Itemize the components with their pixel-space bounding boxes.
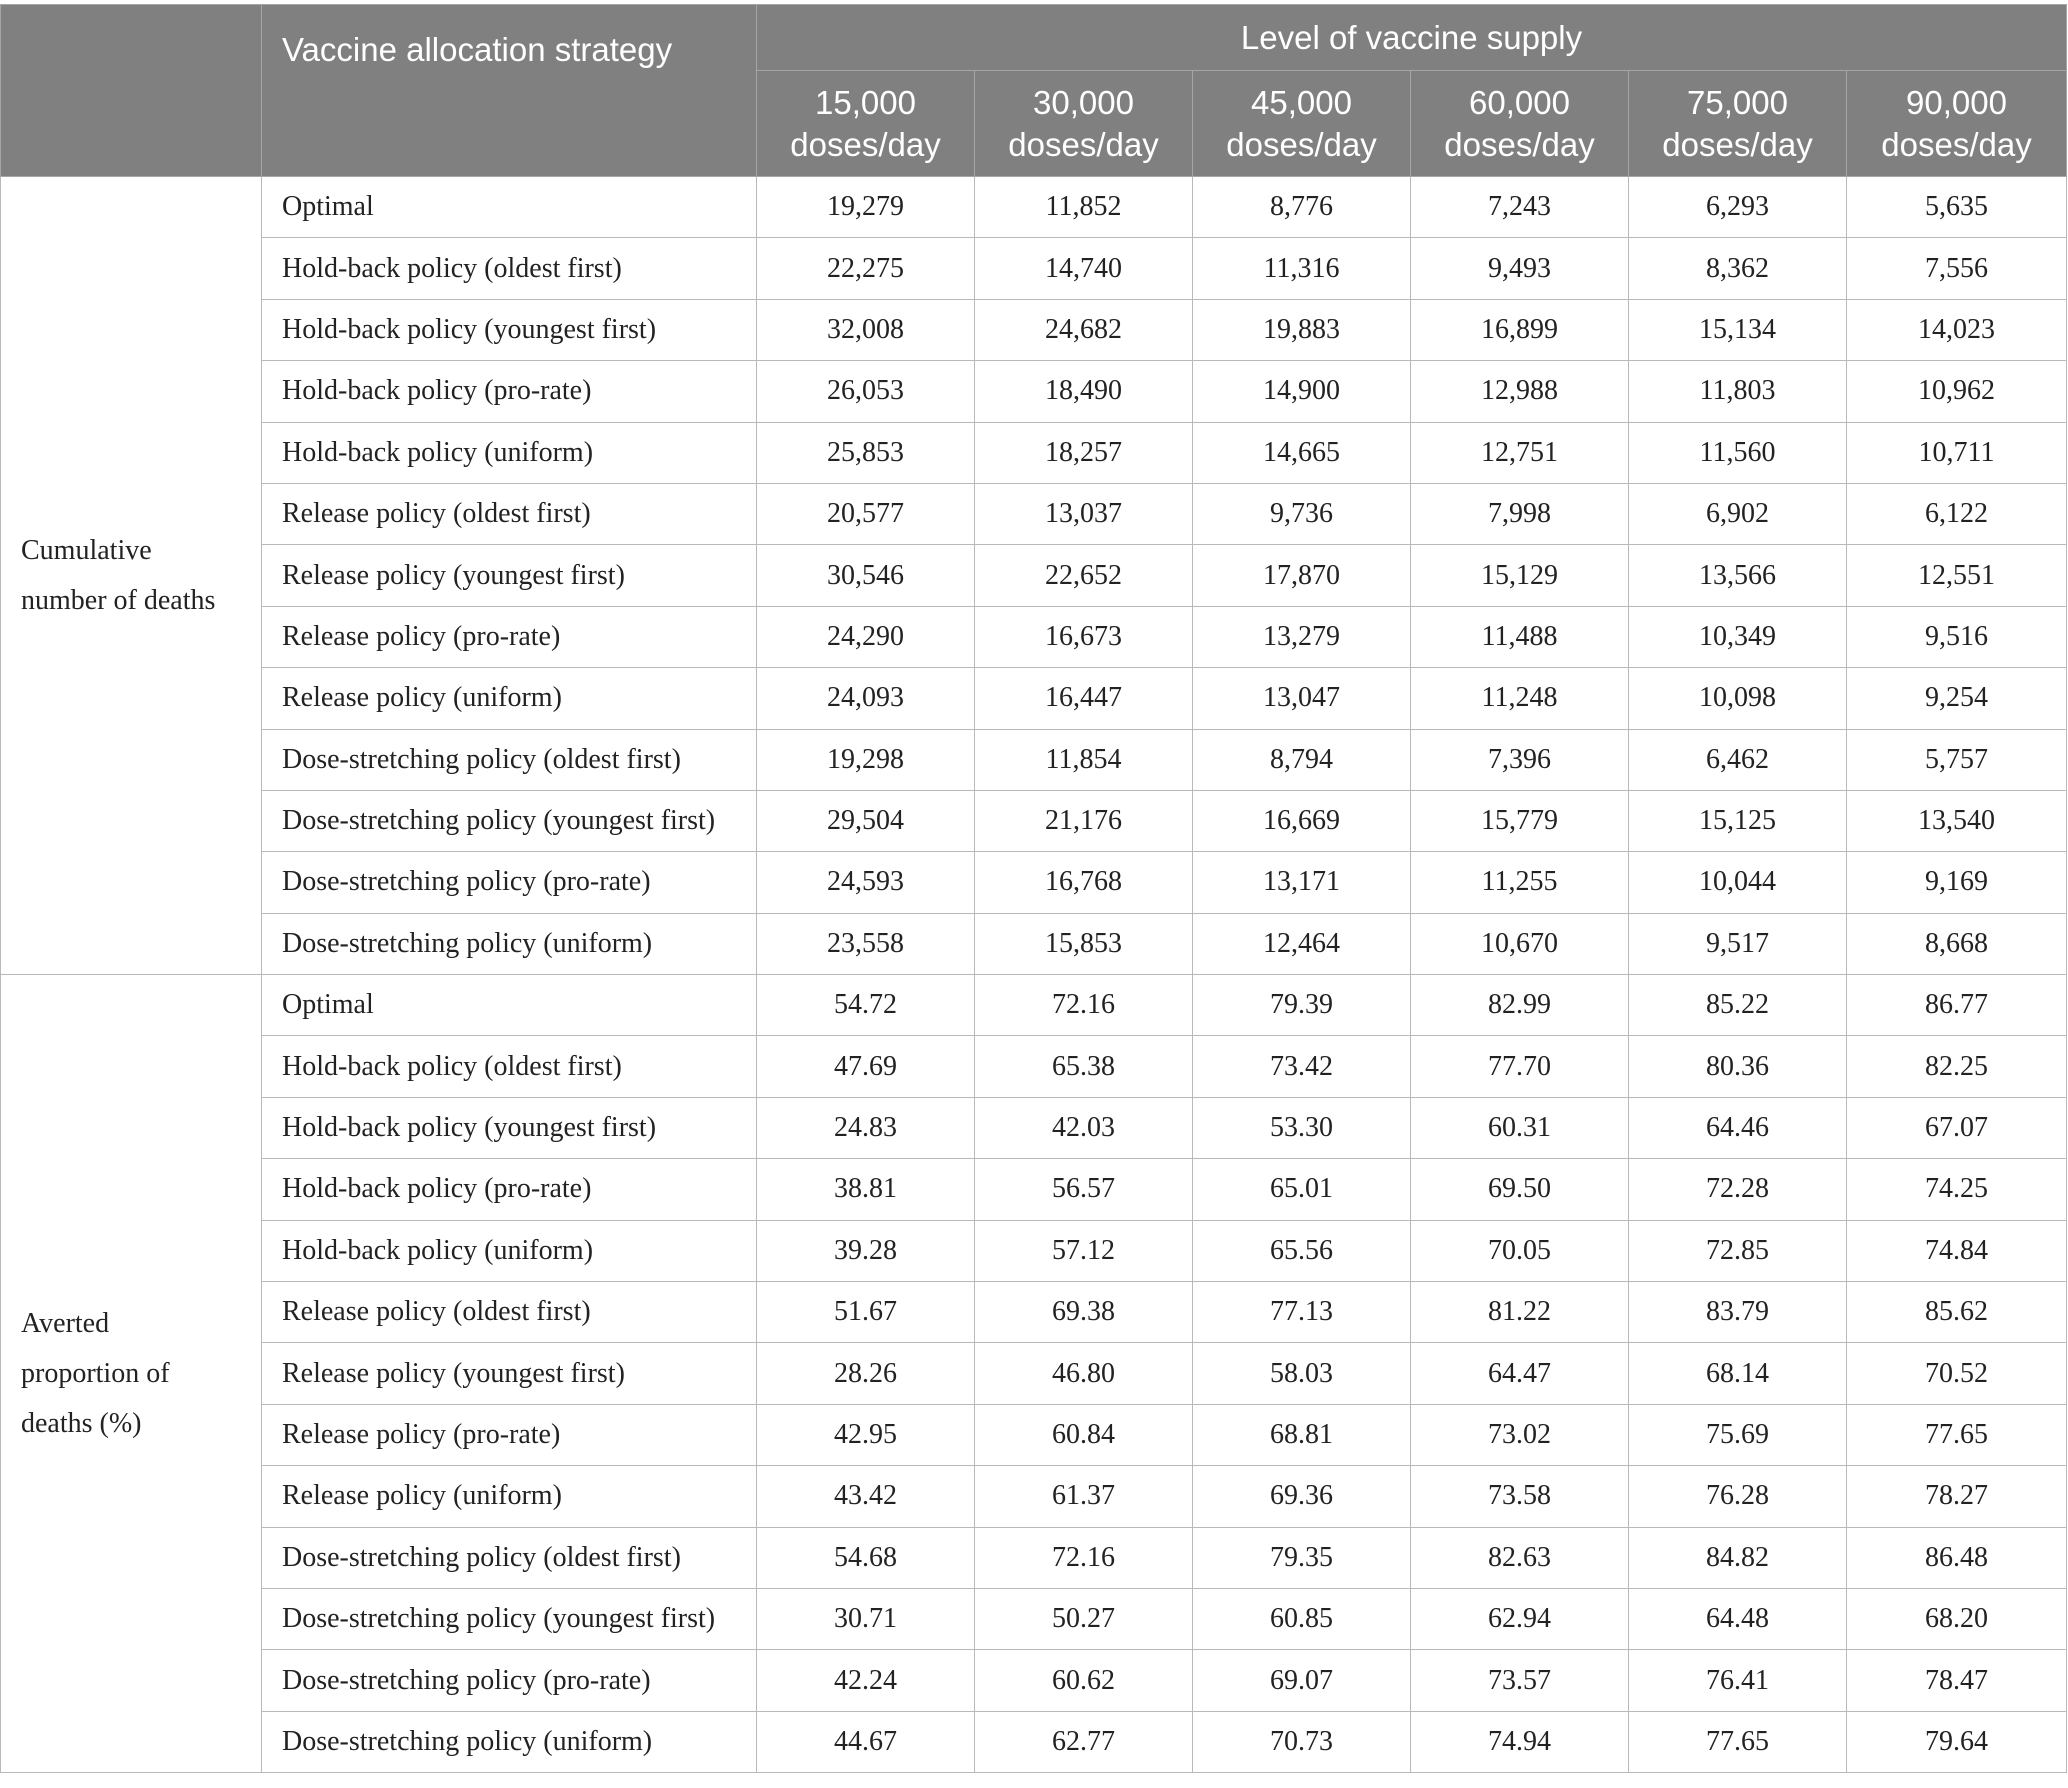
strategy-cell: Release policy (uniform) bbox=[262, 1466, 757, 1527]
value-cell: 6,462 bbox=[1629, 729, 1847, 790]
value-cell: 14,740 bbox=[975, 238, 1193, 299]
value-cell: 11,803 bbox=[1629, 361, 1847, 422]
table-row bbox=[1, 299, 2067, 360]
strategy-cell: Hold-back policy (uniform) bbox=[262, 422, 757, 483]
value-cell: 62.94 bbox=[1411, 1588, 1629, 1649]
value-cell: 24.83 bbox=[757, 1097, 975, 1158]
value-cell: 50.27 bbox=[975, 1588, 1193, 1649]
level-amount: 45,000 bbox=[1251, 83, 1352, 121]
value-cell: 9,516 bbox=[1847, 606, 2067, 667]
value-cell: 13,566 bbox=[1629, 545, 1847, 606]
value-cell: 62.77 bbox=[975, 1711, 1193, 1772]
value-cell: 73.57 bbox=[1411, 1650, 1629, 1711]
value-cell: 24,593 bbox=[757, 852, 975, 913]
value-cell: 9,517 bbox=[1629, 913, 1847, 974]
value-cell: 7,556 bbox=[1847, 238, 2067, 299]
strategy-cell: Release policy (oldest first) bbox=[262, 1282, 757, 1343]
value-cell: 76.41 bbox=[1629, 1650, 1847, 1711]
value-cell: 15,129 bbox=[1411, 545, 1629, 606]
strategy-cell: Dose-stretching policy (uniform) bbox=[262, 913, 757, 974]
row-group-label-line: Averted bbox=[21, 1307, 110, 1339]
value-cell: 24,093 bbox=[757, 668, 975, 729]
level-amount: 60,000 bbox=[1469, 83, 1570, 121]
table-row bbox=[1, 1036, 2067, 1097]
value-cell: 32,008 bbox=[757, 299, 975, 360]
row-group-label bbox=[1, 177, 262, 975]
value-cell: 22,275 bbox=[757, 238, 975, 299]
table-row bbox=[1, 852, 2067, 913]
value-cell: 74.94 bbox=[1411, 1711, 1629, 1772]
level-amount: 75,000 bbox=[1687, 83, 1788, 121]
value-cell: 18,257 bbox=[975, 422, 1193, 483]
strategy-cell: Dose-stretching policy (oldest first) bbox=[262, 1527, 757, 1588]
value-cell: 7,243 bbox=[1411, 177, 1629, 238]
value-cell: 81.22 bbox=[1411, 1282, 1629, 1343]
value-cell: 26,053 bbox=[757, 361, 975, 422]
value-cell: 8,794 bbox=[1193, 729, 1411, 790]
value-cell: 44.67 bbox=[757, 1711, 975, 1772]
value-cell: 5,757 bbox=[1847, 729, 2067, 790]
value-cell: 69.38 bbox=[975, 1282, 1193, 1343]
level-unit: doses/day bbox=[1226, 125, 1377, 163]
value-cell: 60.84 bbox=[975, 1404, 1193, 1465]
value-cell: 11,488 bbox=[1411, 606, 1629, 667]
value-cell: 15,853 bbox=[975, 913, 1193, 974]
value-cell: 72.16 bbox=[975, 975, 1193, 1036]
table-row bbox=[1, 606, 2067, 667]
value-cell: 23,558 bbox=[757, 913, 975, 974]
value-cell: 83.79 bbox=[1629, 1282, 1847, 1343]
row-group-label-line: proportion of bbox=[21, 1357, 170, 1389]
value-cell: 29,504 bbox=[757, 790, 975, 851]
value-cell: 15,125 bbox=[1629, 790, 1847, 851]
level-amount: 90,000 bbox=[1906, 83, 2007, 121]
value-cell: 10,962 bbox=[1847, 361, 2067, 422]
value-cell: 60.85 bbox=[1193, 1588, 1411, 1649]
value-cell: 30.71 bbox=[757, 1588, 975, 1649]
value-cell: 79.64 bbox=[1847, 1711, 2067, 1772]
value-cell: 54.72 bbox=[757, 975, 975, 1036]
value-cell: 72.16 bbox=[975, 1527, 1193, 1588]
value-cell: 78.47 bbox=[1847, 1650, 2067, 1711]
value-cell: 10,044 bbox=[1629, 852, 1847, 913]
value-cell: 64.46 bbox=[1629, 1097, 1847, 1158]
table-row bbox=[1, 668, 2067, 729]
strategy-cell: Hold-back policy (uniform) bbox=[262, 1220, 757, 1281]
value-cell: 68.14 bbox=[1629, 1343, 1847, 1404]
value-cell: 16,768 bbox=[975, 852, 1193, 913]
value-cell: 54.68 bbox=[757, 1527, 975, 1588]
value-cell: 12,988 bbox=[1411, 361, 1629, 422]
value-cell: 18,490 bbox=[975, 361, 1193, 422]
value-cell: 74.25 bbox=[1847, 1159, 2067, 1220]
value-cell: 42.24 bbox=[757, 1650, 975, 1711]
value-cell: 70.05 bbox=[1411, 1220, 1629, 1281]
value-cell: 13,279 bbox=[1193, 606, 1411, 667]
value-cell: 9,254 bbox=[1847, 668, 2067, 729]
value-cell: 46.80 bbox=[975, 1343, 1193, 1404]
value-cell: 73.42 bbox=[1193, 1036, 1411, 1097]
supply-level-column-header bbox=[1847, 71, 2067, 177]
row-group-label-line: Cumulative bbox=[21, 534, 152, 566]
value-cell: 69.36 bbox=[1193, 1466, 1411, 1527]
value-cell: 82.99 bbox=[1411, 975, 1629, 1036]
table-row bbox=[1, 790, 2067, 851]
supply-level-header: Level of vaccine supply bbox=[757, 5, 2067, 71]
value-cell: 11,560 bbox=[1629, 422, 1847, 483]
value-cell: 19,298 bbox=[757, 729, 975, 790]
value-cell: 68.20 bbox=[1847, 1588, 2067, 1649]
table-row bbox=[1, 1282, 2067, 1343]
results-table bbox=[0, 4, 2067, 1773]
table-row bbox=[1, 1159, 2067, 1220]
value-cell: 51.67 bbox=[757, 1282, 975, 1343]
group-header-cell bbox=[1, 5, 262, 177]
value-cell: 12,551 bbox=[1847, 545, 2067, 606]
value-cell: 65.56 bbox=[1193, 1220, 1411, 1281]
value-cell: 75.69 bbox=[1629, 1404, 1847, 1465]
supply-level-column-header bbox=[1411, 71, 1629, 177]
value-cell: 82.63 bbox=[1411, 1527, 1629, 1588]
table-row bbox=[1, 1220, 2067, 1281]
value-cell: 13,047 bbox=[1193, 668, 1411, 729]
value-cell: 25,853 bbox=[757, 422, 975, 483]
supply-level-column-header bbox=[757, 71, 975, 177]
value-cell: 78.27 bbox=[1847, 1466, 2067, 1527]
value-cell: 16,899 bbox=[1411, 299, 1629, 360]
value-cell: 24,290 bbox=[757, 606, 975, 667]
value-cell: 67.07 bbox=[1847, 1097, 2067, 1158]
table-row bbox=[1, 1588, 2067, 1649]
value-cell: 8,668 bbox=[1847, 913, 2067, 974]
level-unit: doses/day bbox=[1881, 125, 2032, 163]
value-cell: 38.81 bbox=[757, 1159, 975, 1220]
table-row bbox=[1, 975, 2067, 1036]
value-cell: 79.35 bbox=[1193, 1527, 1411, 1588]
table-row bbox=[1, 1404, 2067, 1465]
table-row bbox=[1, 1650, 2067, 1711]
table-body bbox=[1, 177, 2067, 1773]
value-cell: 68.81 bbox=[1193, 1404, 1411, 1465]
table-row bbox=[1, 1343, 2067, 1404]
value-cell: 86.77 bbox=[1847, 975, 2067, 1036]
supply-level-column-header bbox=[1629, 71, 1847, 177]
row-group-label-line: deaths (%) bbox=[21, 1407, 142, 1439]
value-cell: 14,900 bbox=[1193, 361, 1411, 422]
strategy-cell: Release policy (uniform) bbox=[262, 668, 757, 729]
strategy-cell: Optimal bbox=[262, 177, 757, 238]
value-cell: 8,776 bbox=[1193, 177, 1411, 238]
value-cell: 42.03 bbox=[975, 1097, 1193, 1158]
value-cell: 9,736 bbox=[1193, 483, 1411, 544]
level-unit: doses/day bbox=[1662, 125, 1813, 163]
value-cell: 77.65 bbox=[1629, 1711, 1847, 1772]
value-cell: 82.25 bbox=[1847, 1036, 2067, 1097]
value-cell: 12,751 bbox=[1411, 422, 1629, 483]
value-cell: 19,279 bbox=[757, 177, 975, 238]
value-cell: 11,854 bbox=[975, 729, 1193, 790]
strategy-cell: Dose-stretching policy (pro-rate) bbox=[262, 1650, 757, 1711]
strategy-cell: Dose-stretching policy (youngest first) bbox=[262, 790, 757, 851]
value-cell: 64.48 bbox=[1629, 1588, 1847, 1649]
table-row bbox=[1, 1711, 2067, 1772]
value-cell: 77.70 bbox=[1411, 1036, 1629, 1097]
value-cell: 57.12 bbox=[975, 1220, 1193, 1281]
level-unit: doses/day bbox=[1008, 125, 1159, 163]
table-row bbox=[1, 1097, 2067, 1158]
value-cell: 21,176 bbox=[975, 790, 1193, 851]
table-header bbox=[1, 5, 2067, 177]
value-cell: 69.07 bbox=[1193, 1650, 1411, 1711]
strategy-cell: Hold-back policy (oldest first) bbox=[262, 238, 757, 299]
value-cell: 5,635 bbox=[1847, 177, 2067, 238]
value-cell: 70.52 bbox=[1847, 1343, 2067, 1404]
value-cell: 42.95 bbox=[757, 1404, 975, 1465]
value-cell: 84.82 bbox=[1629, 1527, 1847, 1588]
value-cell: 13,171 bbox=[1193, 852, 1411, 913]
value-cell: 43.42 bbox=[757, 1466, 975, 1527]
value-cell: 72.28 bbox=[1629, 1159, 1847, 1220]
value-cell: 73.58 bbox=[1411, 1466, 1629, 1527]
value-cell: 65.01 bbox=[1193, 1159, 1411, 1220]
strategy-cell: Hold-back policy (youngest first) bbox=[262, 299, 757, 360]
value-cell: 13,037 bbox=[975, 483, 1193, 544]
table-row bbox=[1, 729, 2067, 790]
value-cell: 72.85 bbox=[1629, 1220, 1847, 1281]
value-cell: 8,362 bbox=[1629, 238, 1847, 299]
value-cell: 77.65 bbox=[1847, 1404, 2067, 1465]
value-cell: 15,779 bbox=[1411, 790, 1629, 851]
value-cell: 11,248 bbox=[1411, 668, 1629, 729]
value-cell: 22,652 bbox=[975, 545, 1193, 606]
value-cell: 76.28 bbox=[1629, 1466, 1847, 1527]
value-cell: 85.22 bbox=[1629, 975, 1847, 1036]
value-cell: 10,349 bbox=[1629, 606, 1847, 667]
value-cell: 64.47 bbox=[1411, 1343, 1629, 1404]
strategy-cell: Hold-back policy (youngest first) bbox=[262, 1097, 757, 1158]
value-cell: 11,852 bbox=[975, 177, 1193, 238]
value-cell: 77.13 bbox=[1193, 1282, 1411, 1343]
value-cell: 19,883 bbox=[1193, 299, 1411, 360]
value-cell: 86.48 bbox=[1847, 1527, 2067, 1588]
value-cell: 13,540 bbox=[1847, 790, 2067, 851]
value-cell: 69.50 bbox=[1411, 1159, 1629, 1220]
table-row bbox=[1, 422, 2067, 483]
value-cell: 47.69 bbox=[757, 1036, 975, 1097]
value-cell: 79.39 bbox=[1193, 975, 1411, 1036]
value-cell: 16,673 bbox=[975, 606, 1193, 667]
value-cell: 80.36 bbox=[1629, 1036, 1847, 1097]
value-cell: 73.02 bbox=[1411, 1404, 1629, 1465]
strategy-cell: Optimal bbox=[262, 975, 757, 1036]
strategy-cell: Dose-stretching policy (oldest first) bbox=[262, 729, 757, 790]
value-cell: 15,134 bbox=[1629, 299, 1847, 360]
value-cell: 65.38 bbox=[975, 1036, 1193, 1097]
strategy-cell: Release policy (youngest first) bbox=[262, 1343, 757, 1404]
strategy-column-header: Vaccine allocation strategy bbox=[262, 5, 757, 177]
strategy-cell: Release policy (pro-rate) bbox=[262, 1404, 757, 1465]
value-cell: 20,577 bbox=[757, 483, 975, 544]
value-cell: 6,122 bbox=[1847, 483, 2067, 544]
value-cell: 9,169 bbox=[1847, 852, 2067, 913]
strategy-cell: Hold-back policy (pro-rate) bbox=[262, 361, 757, 422]
value-cell: 7,998 bbox=[1411, 483, 1629, 544]
strategy-cell: Dose-stretching policy (uniform) bbox=[262, 1711, 757, 1772]
value-cell: 14,665 bbox=[1193, 422, 1411, 483]
level-unit: doses/day bbox=[1444, 125, 1595, 163]
strategy-cell: Release policy (youngest first) bbox=[262, 545, 757, 606]
value-cell: 70.73 bbox=[1193, 1711, 1411, 1772]
value-cell: 9,493 bbox=[1411, 238, 1629, 299]
value-cell: 17,870 bbox=[1193, 545, 1411, 606]
value-cell: 58.03 bbox=[1193, 1343, 1411, 1404]
value-cell: 56.57 bbox=[975, 1159, 1193, 1220]
value-cell: 16,447 bbox=[975, 668, 1193, 729]
value-cell: 85.62 bbox=[1847, 1282, 2067, 1343]
strategy-cell: Dose-stretching policy (pro-rate) bbox=[262, 852, 757, 913]
row-group-label-line: number of deaths bbox=[21, 584, 216, 616]
strategy-cell: Hold-back policy (pro-rate) bbox=[262, 1159, 757, 1220]
value-cell: 60.31 bbox=[1411, 1097, 1629, 1158]
value-cell: 16,669 bbox=[1193, 790, 1411, 851]
table-row bbox=[1, 1466, 2067, 1527]
table-row bbox=[1, 1527, 2067, 1588]
value-cell: 61.37 bbox=[975, 1466, 1193, 1527]
table-row bbox=[1, 361, 2067, 422]
value-cell: 10,098 bbox=[1629, 668, 1847, 729]
value-cell: 74.84 bbox=[1847, 1220, 2067, 1281]
value-cell: 10,711 bbox=[1847, 422, 2067, 483]
value-cell: 11,316 bbox=[1193, 238, 1411, 299]
value-cell: 53.30 bbox=[1193, 1097, 1411, 1158]
table-row bbox=[1, 913, 2067, 974]
level-amount: 30,000 bbox=[1033, 83, 1134, 121]
value-cell: 10,670 bbox=[1411, 913, 1629, 974]
value-cell: 11,255 bbox=[1411, 852, 1629, 913]
value-cell: 6,902 bbox=[1629, 483, 1847, 544]
table-row bbox=[1, 545, 2067, 606]
table-row bbox=[1, 483, 2067, 544]
value-cell: 60.62 bbox=[975, 1650, 1193, 1711]
value-cell: 28.26 bbox=[757, 1343, 975, 1404]
strategy-cell: Hold-back policy (oldest first) bbox=[262, 1036, 757, 1097]
table-row bbox=[1, 177, 2067, 238]
row-group-label bbox=[1, 975, 262, 1773]
level-unit: doses/day bbox=[790, 125, 941, 163]
value-cell: 6,293 bbox=[1629, 177, 1847, 238]
header-row-top bbox=[1, 5, 2067, 71]
value-cell: 30,546 bbox=[757, 545, 975, 606]
value-cell: 7,396 bbox=[1411, 729, 1629, 790]
value-cell: 39.28 bbox=[757, 1220, 975, 1281]
supply-level-column-header bbox=[975, 71, 1193, 177]
strategy-cell: Dose-stretching policy (youngest first) bbox=[262, 1588, 757, 1649]
supply-level-column-header bbox=[1193, 71, 1411, 177]
level-amount: 15,000 bbox=[815, 83, 916, 121]
strategy-cell: Release policy (pro-rate) bbox=[262, 606, 757, 667]
strategy-cell: Release policy (oldest first) bbox=[262, 483, 757, 544]
value-cell: 12,464 bbox=[1193, 913, 1411, 974]
value-cell: 24,682 bbox=[975, 299, 1193, 360]
table-row bbox=[1, 238, 2067, 299]
value-cell: 14,023 bbox=[1847, 299, 2067, 360]
